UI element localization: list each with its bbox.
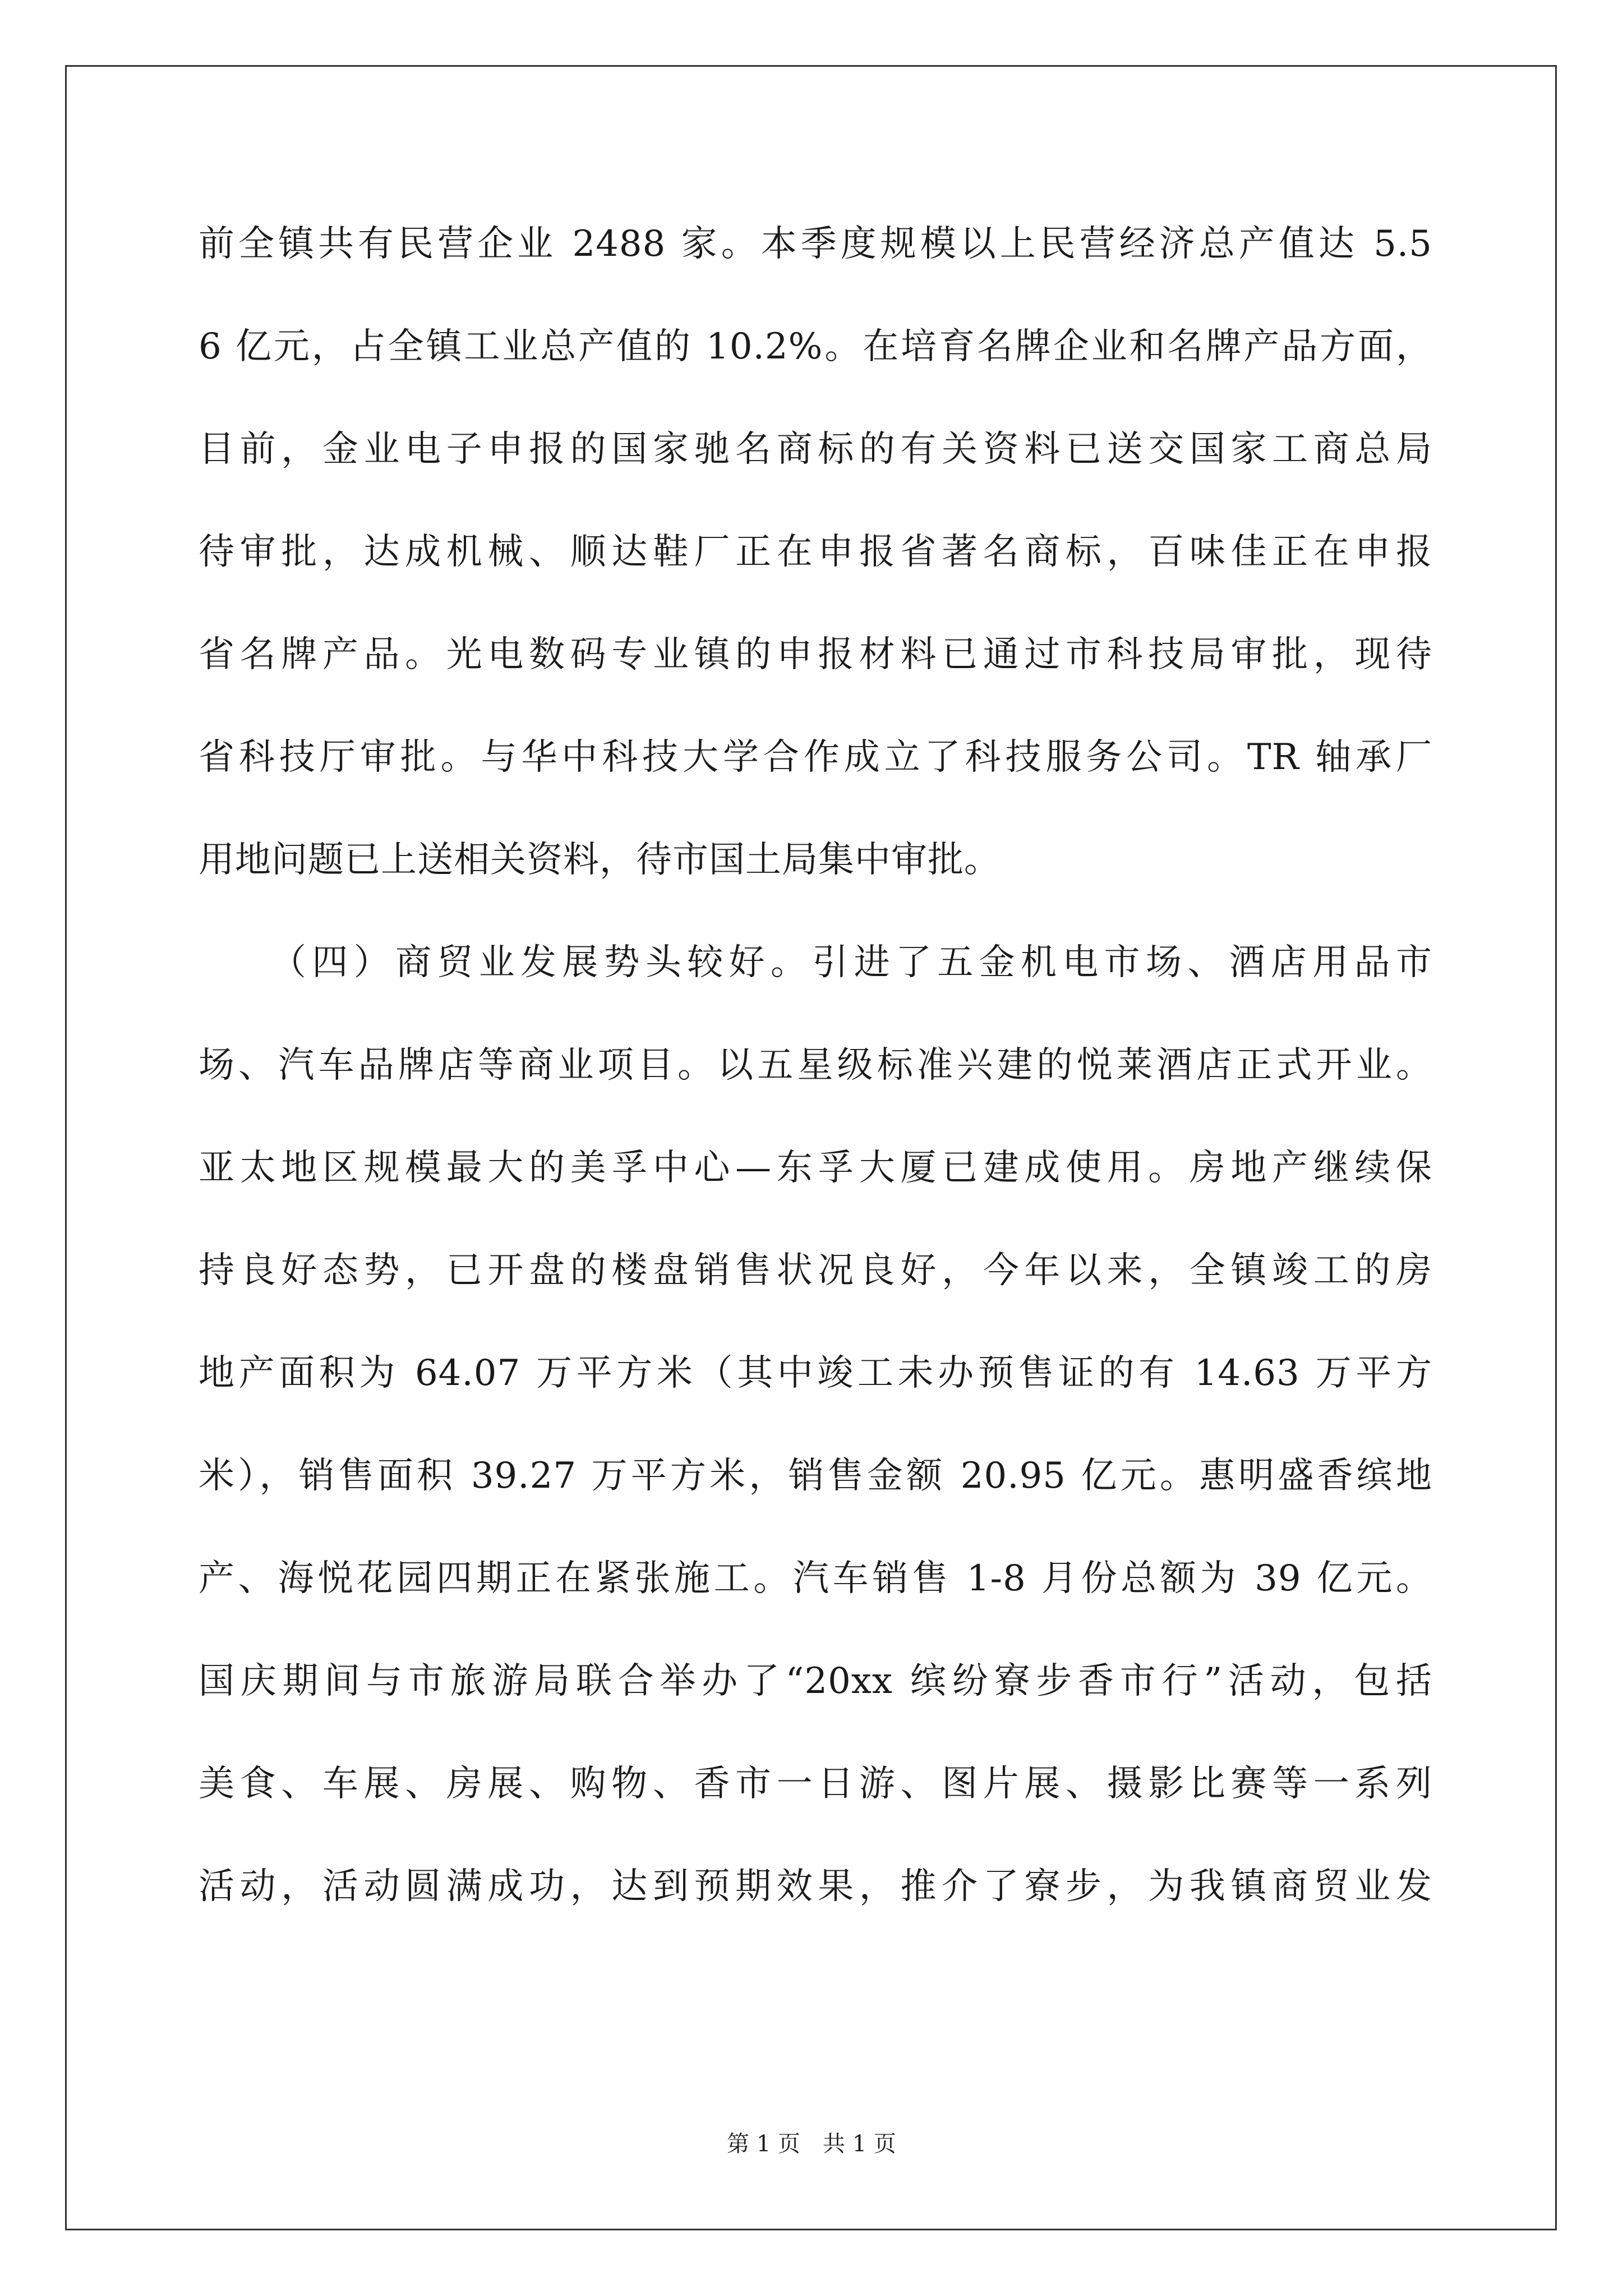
body-line: 地产面积为 64.07 万平方米（其中竣工未办预售证的有 14.63 万平方 [199,1352,1432,1394]
document-body [199,216,1432,1961]
body-line: 产、海悦花园四期正在紧张施工。汽车销售 1-8 月份总额为 39 亿元。 [199,1558,1432,1599]
body-line: 活动，活动圆满成功，达到预期效果，推介了寮步，为我镇商贸业发 [199,1866,1432,1907]
body-line: 6 亿元，占全镇工业总产值的 10.2%。在培育名牌企业和名牌产品方面， [199,326,1432,367]
body-line: 场、汽车品牌店等商业项目。以五星级标准兴建的悦莱酒店正式开业。 [199,1045,1432,1086]
body-line: 前全镇共有民营企业 2488 家。本季度规模以上民营经济总产值达 5.5 [199,223,1432,265]
body-line: 待审批，达成机械、顺达鞋厂正在申报省著名商标，百味佳正在申报 [199,531,1432,573]
paragraph-end-line: 用地问题已上送相关资料，待市国土局集中审批。 [199,839,1000,881]
body-line: 亚太地区规模最大的美孚中心—东孚大厦已建成使用。房地产继续保 [199,1147,1432,1189]
page-number-footer: 第 1 页 共 1 页 [727,2131,896,2157]
section-heading-line: （四）商贸业发展势头较好。引进了五金机电市场、酒店用品市 [270,942,1432,983]
body-line: 省科技厅审批。与华中科技大学合作成立了科技服务公司。TR 轴承厂 [199,737,1432,778]
body-line: 国庆期间与市旅游局联合举办了“20xx 缤纷寮步香市行”活动，包括 [199,1660,1432,1702]
body-line: 目前，金业电子申报的国家驰名商标的有关资料已送交国家工商总局 [199,429,1432,470]
body-line: 省名牌产品。光电数码专业镇的申报材料已通过市科技局审批，现待 [199,634,1432,675]
body-line: 米），销售面积 39.27 万平方米，销售金额 20.95 亿元。惠明盛香缤地 [199,1455,1432,1497]
body-line: 美食、车展、房展、购物、香市一日游、图片展、摄影比赛等一系列 [199,1763,1432,1805]
body-line: 持良好态势，已开盘的楼盘销售状况良好，今年以来，全镇竣工的房 [199,1250,1432,1291]
